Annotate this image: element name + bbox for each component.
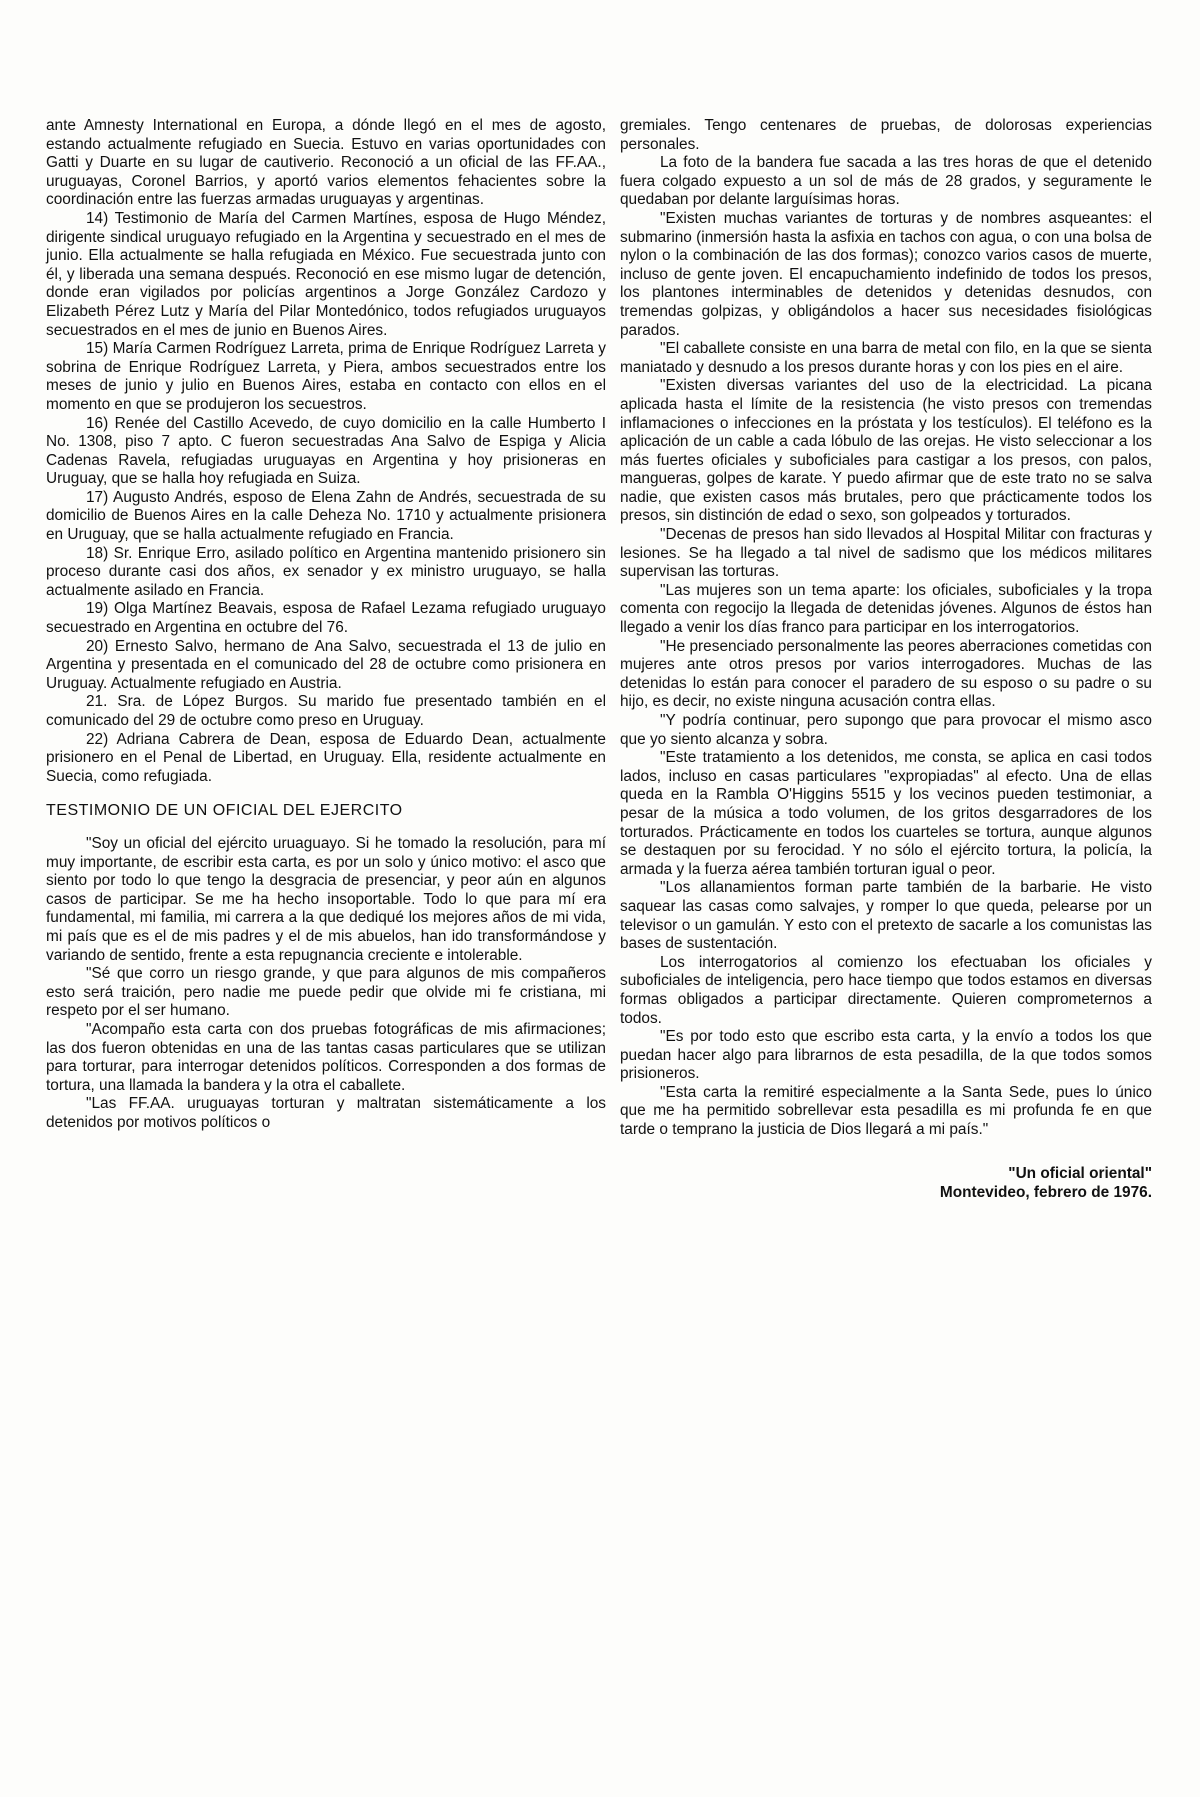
paragraph-testimony-21: 21. Sra. de López Burgos. Su marido fue presentado también en el comunicado del 29 de octubre como preso en Uruguay.: [46, 693, 606, 729]
paragraph-electricity: "Existen diversas variantes del uso de la electricidad. La picana aplicada hasta el límite de la resistencia (he visto presos con tremendas inflamaciones o infecciones en la próstata y los testículos). El teléfono es la aplicación de un cable a cada lóbulo de las orejas. He visto seleccionar a los más fuertes oficiales y suboficiales para castigar a los presos, con palos, mangueras, golpes de karate. Y puedo afirmar que de este trato no se salva nadie, que existen casos más brutales, pero que prácticamente todos los presos, sin distinción de edad o sexo, son golpeados y torturados.: [620, 377, 1152, 525]
paragraph-raids: "Los allanamientos forman parte también de la barbarie. He visto saquear las casas como salvajes, y romper lo que queda, pelearse por un televisor o un gamulán. Y esto con el pretexto de sacarle a los comunistas las bases de sustentación.: [620, 879, 1152, 953]
paragraph-testimony-14: 14) Testimonio de María del Carmen Martínes, esposa de Hugo Méndez, dirigente sindical uruguayo refugiado en la Argentina y secuestrado en el mes de junio. Ella actualmente se halla refugiada en México. Fue secuestrada junto con él, y liberada una semana después. Reconoció en ese mismo lugar de detención, donde eran vigilados por policías argentinos a Jorge González Cardozo y Elizabeth Pérez Lutz y María del Pilar Montedónico, todos refugiados uruguayos secuestrados en el mes de junio en Buenos Aires.: [46, 209, 606, 339]
paragraph-bandera-photo: La foto de la bandera fue sacada a las tres horas de que el detenido fuera colgado expuesto a un sol de más de 28 grados, y seguramente le quedaban por delante larguísimas horas.: [620, 154, 1152, 209]
paragraph-testimony-18: 18) Sr. Enrique Erro, asilado político en Argentina mantenido prisionero sin proceso durante casi dos años, ex senador y ex ministro uruguayo, se halla actualmente asilado en Francia.: [46, 544, 606, 599]
paragraph-continue: "Y podría continuar, pero supongo que para provocar el mismo asco que yo siento alcanza y sobra.: [620, 712, 1152, 748]
paragraph-testimony-15: 15) María Carmen Rodríguez Larreta, prima de Enrique Rodríguez Larreta y sobrina de Enrique Rodríguez Larreta, y Piera, ambos secuestrados entre los meses de junio y julio en Buenos Aires, estaba en contacto con ellos en el momento en que se produjeron los secuestros.: [46, 340, 606, 413]
right-column: [620, 117, 1152, 1202]
paragraph-holy-see: "Esta carta la remitiré especialmente a la Santa Sede, pues lo único que me ha permitido sobrellevar esta pesadilla es mi profunda fe en que tarde o temprano la justicia de Dios llegará a mi país.": [620, 1083, 1152, 1139]
paragraph-amnesty-continuation: ante Amnesty International en Europa, a dónde llegó en el mes de agosto, estando actualmente refugiado en Suecia. Estuvo en varias oportunidades con Gatti y Duarte en su lugar de cautiverio. Reconoció a un oficial de las FF.AA., uruguayas, Coronel Barrios, y aportó varios elementos fehacientes sobre la coordinación entre las fuerzas armadas uruguayas y argentinas.: [46, 117, 606, 209]
paragraph-aberrations: "He presenciado personalmente las peores aberraciones cometidas con mujeres ante otros presos por varios interrogadores. Muchas de las detenidas lo están para conocer el paradero de su esposo o su padre o su hijo, es decir, no existe ninguna acusación contra ellas.: [620, 637, 1152, 711]
signature-block: [620, 1164, 1152, 1202]
paragraph-women: "Las mujeres son un tema aparte: los oficiales, suboficiales y la tropa comenta con regocijo la llegada de detenidas jóvenes. Algunos de éstos han llegado a venir los días franco para participar en los interrogatorios.: [620, 581, 1152, 637]
paragraph-why-writing: "Es por todo esto que escribo esta carta, y la envío a todos los que puedan hacer algo para librarnos de esta pesadilla, de la que todos somos prisioneros.: [620, 1028, 1152, 1083]
paragraph-testimony-22: 22) Adriana Cabrera de Dean, esposa de Eduardo Dean, actualmente prisionero en el Penal de Libertad, en Uruguay. Ella, residente actualmente en Suecia, como refugiada.: [46, 730, 606, 785]
paragraph-torture-variants: "Existen muchas variantes de torturas y de nombres asqueantes: el submarino (inmersión hasta la asfixia en tachos con agua, o con una bolsa de nylon o la combinación de las dos formas); conozco varios casos de muerte, incluso de gente joven. El encapuchamiento indefinido de todos los presos, los plantones interminables de detenidos y detenidas desnudos, con tremendas golpizas, y obligándolos a hacer sus necesidades fisiológicas parados.: [620, 209, 1152, 339]
paragraph-gremiales: gremiales. Tengo centenares de pruebas, de dolorosas experiencias personales.: [620, 117, 1152, 153]
signature-place-date: Montevideo, febrero de 1976.: [939, 1183, 1152, 1201]
paragraph-testimony-16: 16) Renée del Castillo Acevedo, de cuyo domicilio en la calle Humberto I No. 1308, piso 7 apto. C fueron secuestradas Ana Salvo de Espiga y Alicia Cadenas Ravela, refugiadas uruguayas en Argentina y hoy prisioneras en Uruguay, que se halla hoy refugiada en Suiza.: [46, 414, 606, 488]
paragraph-treatment: "Este tratamiento a los detenidos, me consta, se aplica en casi todos lados, incluso en casas particulares "expropiadas" al efecto. Una de ellas queda en la Rambla O'Higgins 5515 y los vecinos pueden testimoniar, a pesar de la música a todo volumen, de los gritos desgarradores de los torturados. Prácticamente en todos los cuarteles se tortura, aunque algunos se destaquen por su ferocidad. Y no sólo el ejército tortura, la policía, la armada y la fuerza aérea también torturan igual o peor.: [620, 749, 1152, 878]
paragraph-testimony-20: 20) Ernesto Salvo, hermano de Ana Salvo, secuestrada el 13 de julio en Argentina y presentada en el comunicado del 28 de octubre como prisionera en Uruguay. Actualmente refugiado en Austria.: [46, 637, 606, 692]
paragraph-letter-ffaa: "Las FF.AA. uruguayas torturan y maltratan sistemáticamente a los detenidos por motivos políticos o: [46, 1095, 606, 1131]
paragraph-letter-photos: "Acompaño esta carta con dos pruebas fotográficas de mis afirmaciones; las dos fueron obtenidas en una de las tantas casas particulares que se utilizan para torturar, para interrogar detenidos políticos. Corresponden a dos formas de tortura, una llamada la bandera y la otra el caballete.: [46, 1020, 606, 1094]
paragraph-interrogations: Los interrogatorios al comienzo los efectuaban los oficiales y suboficiales de inteligencia, pero hace tiempo que todos estamos en diversas formas obligados a participar directamente. Quieren comprometernos a todos.: [620, 953, 1152, 1027]
signature-name: "Un oficial oriental": [1008, 1164, 1152, 1182]
paragraph-testimony-19: 19) Olga Martínez Beavais, esposa de Rafael Lezama refugiado uruguayo secuestrado en Argentina en octubre del 76.: [46, 600, 606, 637]
paragraph-letter-intro: "Soy un oficial del ejército uruaguayo. Si he tomado la resolución, para mí muy importante, de escribir esta carta, es por un solo y único motivo: el asco que siento por todo lo que tengo la desgracia de presenciar, y peor aún en algunos casos de participar. Se me ha hecho insoportable. Todo lo que para mí era fundamental, mi familia, mi carrera a la que dediqué los mejores años de mi vida, mi país que es el de mis padres y el de mis abuelos, han ido transformándose y variando de sentido, frente a esta repugnancia creciente e intolerable.: [46, 834, 606, 964]
left-column: [46, 117, 606, 1132]
paragraph-letter-risk: "Sé que corro un riesgo grande, y que para algunos de mis compañeros esto será traición, pero nadie me puede pedir que olvide mi fe cristiana, mi respeto por el ser humano.: [46, 965, 606, 1020]
section-heading: TESTIMONIO DE UN OFICIAL DEL EJERCITO: [46, 802, 403, 820]
paragraph-hospital: "Decenas de presos han sido llevados al Hospital Militar con fracturas y lesiones. Se ha llegado a tal nivel de sadismo que los médicos militares supervisan las torturas.: [620, 526, 1152, 581]
paragraph-caballete: "El caballete consiste en una barra de metal con filo, en la que se sienta maniatado y desnudo a los presos durante horas y con los pies en el aire.: [620, 340, 1152, 376]
paragraph-testimony-17: 17) Augusto Andrés, esposo de Elena Zahn de Andrés, secuestrada de su domicilio de Buenos Aires en la calle Deheza No. 1710 y actualmente prisionera en Uruguay, que se halla actualmente refugiado en Francia.: [46, 488, 606, 544]
